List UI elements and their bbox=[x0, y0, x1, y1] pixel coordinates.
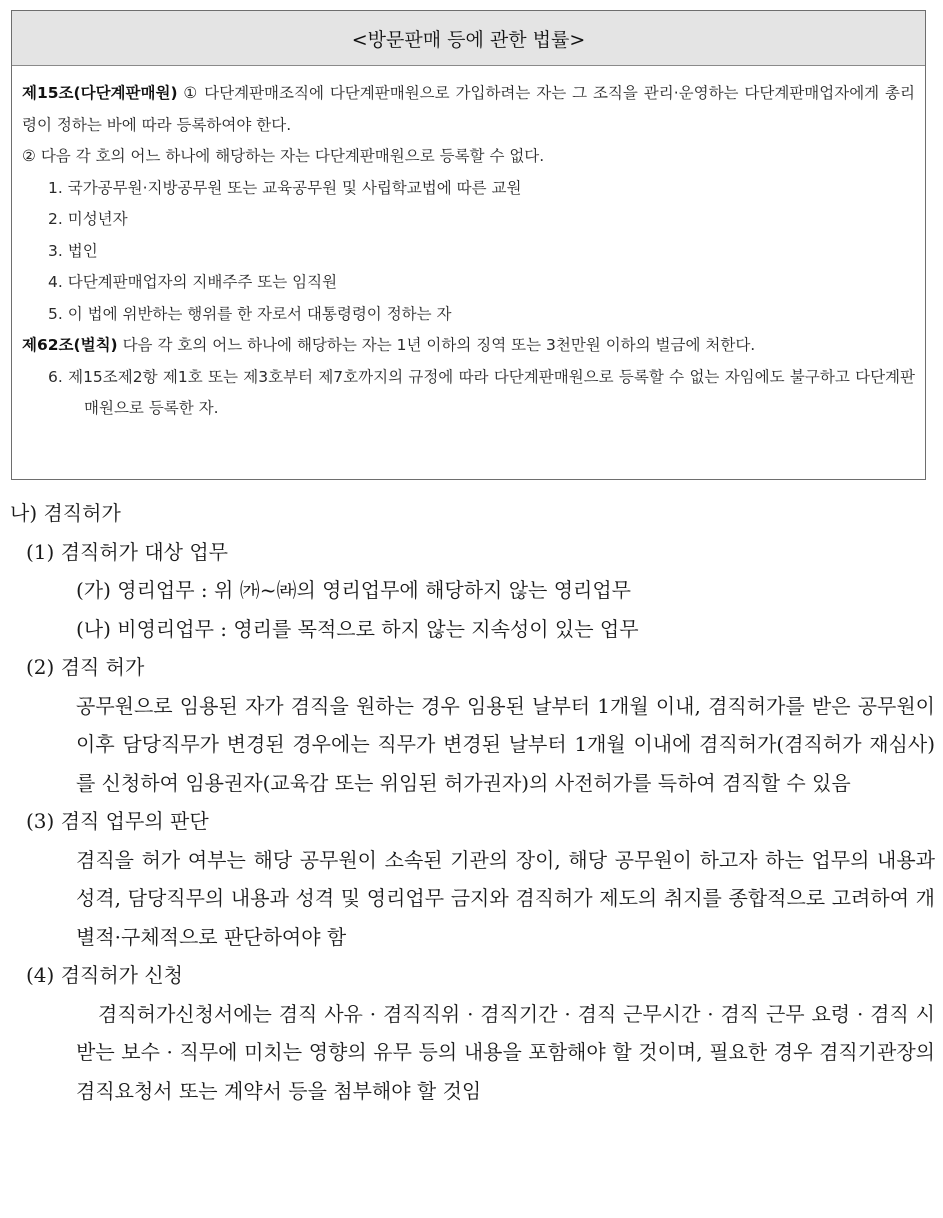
section-heading: 나) 겸직허가 bbox=[10, 501, 121, 525]
main-content bbox=[0, 494, 935, 1110]
article-15-item-5: 5. 이 법에 위반하는 행위를 한 자로서 대통령령이 정하는 자 bbox=[48, 304, 452, 323]
sub3-heading: (3) 겸직 업무의 판단 bbox=[26, 809, 209, 833]
article-15-item-2: 2. 미성년자 bbox=[48, 210, 128, 228]
sub2-heading: (2) 겸직 허가 bbox=[26, 655, 145, 679]
article-15-para-1 bbox=[22, 78, 915, 141]
sub1-item-na: (나) 비영리업무 : 영리를 목적으로 하지 않는 지속성이 있는 업무 bbox=[76, 616, 639, 641]
sub4-heading: (4) 겸직허가 신청 bbox=[26, 963, 183, 987]
article-15-item-4: 4. 다단계판매업자의 지배주주 또는 임직원 bbox=[48, 273, 338, 291]
article-15-heading: 제15조(다단계판매원) bbox=[22, 84, 178, 102]
sub2-paragraph: 공무원으로 임용된 자가 겸직을 원하는 경우 임용된 날부터 1개월 이내, 겸직허가를 받은 공무원이 이후 담당직무가 변경된 경우에는 직무가 변경된 날부터 1개월 이내에 겸직허가(겸직허가 재심사)를 신청하여 임용권자(교육감 또는 위임된 허가권자)의 사전허가를 득하여 겸직할 수 있음 bbox=[76, 693, 935, 795]
article-62-body: 다음 각 호의 어느 하나에 해당하는 자는 1년 이하의 징역 또는 3천만원 이하의 벌금에 처한다. bbox=[122, 336, 756, 354]
sub1-heading: (1) 겸직허가 대상 업무 bbox=[26, 539, 228, 564]
article-15-item-3: 3. 법인 bbox=[48, 241, 98, 260]
law-box-title: <방문판매 등에 관한 법률> bbox=[12, 11, 925, 66]
article-62-heading: 제62조(벌칙) bbox=[22, 336, 118, 354]
law-box-body bbox=[12, 66, 925, 425]
law-excerpt-box bbox=[11, 10, 926, 480]
article-15-para-1-text: ① 다단계판매조직에 다단계판매원으로 가입하려는 자는 그 조직을 관리·운영하는 다단계판매업자에게 총리령이 정하는 바에 따라 등록하여야 한다. bbox=[22, 84, 915, 134]
article-15-item-1: 1. 국가공무원·지방공무원 또는 교육공무원 및 사립학교법에 따른 교원 bbox=[48, 178, 522, 197]
article-15-para-2: ② 다음 각 호의 어느 하나에 해당하는 자는 다단계판매원으로 등록할 수 없다. bbox=[22, 147, 545, 165]
article-62-item-6: 6. 제15조제2항 제1호 또는 제3호부터 제7호까지의 규정에 따라 다단계판매원으로 등록할 수 없는 자임에도 불구하고 다단계판매원으로 등록한 자. bbox=[48, 367, 915, 417]
article-62-text bbox=[22, 330, 915, 362]
sub4-paragraph: 겸직허가신청서에는 겸직 사유 · 겸직직위 · 겸직기간 · 겸직 근무시간 · 겸직 근무 요령 · 겸직 시 받는 보수 · 직무에 미치는 영향의 유무 등의 내용을 포함해야 할 것이며, 필요한 경우 겸직기관장의 겸직요청서 또는 계약서 등을 첨부해야 할 것임 bbox=[76, 1001, 935, 1103]
sub3-paragraph: 겸직을 허가 여부는 해당 공무원이 소속된 기관의 장이, 해당 공무원이 하고자 하는 업무의 내용과 성격, 담당직무의 내용과 성격 및 영리업무 금지와 겸직허가 제도의 취지를 종합적으로 고려하여 개별적·구체적으로 판단하여야 함 bbox=[76, 847, 935, 949]
sub1-item-ga: (가) 영리업무 : 위 ㈎~㈑의 영리업무에 해당하지 않는 영리업무 bbox=[76, 578, 632, 602]
